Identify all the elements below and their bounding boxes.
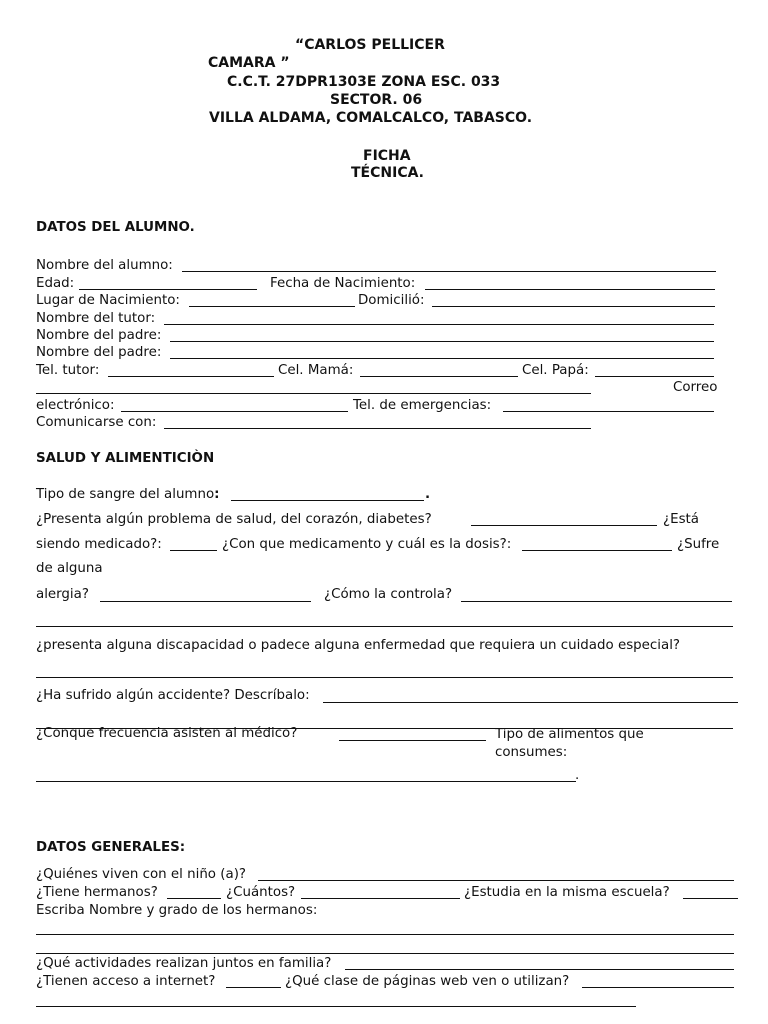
field-edad[interactable]	[79, 289, 257, 290]
label-tel-emergencias: Tel. de emergencias:	[353, 398, 492, 413]
field-tiene-hermanos[interactable]	[167, 898, 221, 899]
label-tiene-hermanos: ¿Tiene hermanos?	[36, 885, 158, 900]
label-accidente: ¿Ha sufrido algún accidente? Descríbalo:	[36, 688, 310, 703]
label-misma-escuela: ¿Estudia en la misma escuela?	[464, 885, 670, 900]
label-alergia: alergia?	[36, 587, 89, 602]
field-correo[interactable]	[121, 411, 348, 412]
field-paginas-web-continuation[interactable]	[36, 1006, 636, 1007]
label-nombre-padre-2: Nombre del padre:	[36, 345, 162, 360]
label-acceso-internet: ¿Tienen acceso a internet?	[36, 974, 216, 989]
field-hermanos-line1[interactable]	[36, 934, 734, 935]
label-nombre-tutor: Nombre del tutor:	[36, 311, 156, 326]
field-cel-mama[interactable]	[360, 376, 518, 377]
field-como-controla[interactable]	[461, 601, 732, 602]
field-paginas-web[interactable]	[582, 987, 734, 988]
field-nombre-alumno[interactable]	[182, 271, 716, 272]
label-cuantos: ¿Cuántos?	[226, 885, 296, 900]
doc-title-line1: FICHA	[363, 148, 411, 164]
label-nombre-alumno: Nombre del alumno:	[36, 258, 173, 273]
field-cel-papa-continuation[interactable]	[36, 393, 591, 394]
school-name-line1: “CARLOS PELLICER	[295, 37, 445, 53]
field-tipo-sangre[interactable]	[231, 500, 424, 501]
label-tel-tutor: Tel. tutor:	[36, 363, 100, 378]
label-domicilio: Domicilió:	[358, 293, 425, 308]
label-esta-medicado-1: ¿Está	[663, 512, 700, 527]
field-acceso-internet[interactable]	[226, 987, 281, 988]
field-misma-escuela[interactable]	[683, 898, 738, 899]
label-lugar-nacimiento: Lugar de Nacimiento:	[36, 293, 180, 308]
label-problema-salud: ¿Presenta algún problema de salud, del corazón, diabetes?	[36, 512, 432, 527]
sector-line: SECTOR. 06	[330, 92, 423, 108]
label-cel-mama: Cel. Mamá:	[278, 363, 354, 378]
field-como-controla-continuation[interactable]	[36, 626, 733, 627]
field-lugar-nacimiento[interactable]	[189, 306, 355, 307]
field-domicilio[interactable]	[432, 306, 715, 307]
field-hermanos-line2[interactable]	[36, 953, 734, 954]
section-heading-salud: SALUD Y ALIMENTICIÒN	[36, 451, 215, 466]
field-alergia[interactable]	[100, 601, 311, 602]
field-esta-medicado[interactable]	[170, 550, 217, 551]
cct-line: C.C.T. 27DPR1303E ZONA ESC. 033	[227, 74, 501, 90]
label-discapacidad: ¿presenta alguna discapacidad o padece alguna enfermedad que requiera un cuidado especial?	[36, 638, 681, 653]
field-problema-salud[interactable]	[471, 525, 657, 526]
label-actividades-familia: ¿Qué actividades realizan juntos en familia?	[36, 956, 332, 971]
label-sufre-alergia-2: de alguna	[36, 561, 103, 576]
field-nombre-padre-2[interactable]	[170, 358, 714, 359]
school-name-line2: CAMARA ”	[208, 55, 290, 71]
label-quienes-viven: ¿Quiénes viven con el niño (a)?	[36, 867, 247, 882]
field-tel-tutor[interactable]	[108, 376, 274, 377]
label-medicamento: ¿Con que medicamento y cuál es la dosis?:	[222, 537, 512, 552]
label-frecuencia-medico: ¿Conque frecuencia asisten al médico?	[36, 726, 298, 741]
field-fecha-nacimiento[interactable]	[425, 289, 715, 290]
label-paginas-web: ¿Qué clase de páginas web ven o utilizan?	[285, 974, 570, 989]
section-heading-datos-alumno: DATOS DEL ALUMNO.	[36, 220, 195, 235]
field-tel-emergencias[interactable]	[503, 411, 714, 412]
label-comunicarse: Comunicarse con:	[36, 415, 157, 430]
field-actividades-familia[interactable]	[345, 969, 734, 970]
doc-title-line2: TÉCNICA.	[351, 165, 425, 181]
label-nombre-padre-1: Nombre del padre:	[36, 328, 162, 343]
field-accidente[interactable]	[323, 702, 738, 703]
label-correo-line1: Correo	[673, 380, 718, 395]
field-cuantos[interactable]	[301, 898, 460, 899]
field-medicamento[interactable]	[522, 550, 672, 551]
label-sufre-alergia-1: ¿Sufre	[677, 537, 720, 552]
label-tipo-sangre: Tipo de sangre del alumno:	[36, 487, 220, 502]
location-line: VILLA ALDAMA, COMALCALCO, TABASCO.	[209, 110, 533, 126]
section-heading-datos-generales: DATOS GENERALES:	[36, 840, 186, 855]
field-frecuencia-medico[interactable]	[339, 740, 486, 741]
field-nombre-tutor[interactable]	[164, 324, 714, 325]
tipo-sangre-period: .	[425, 487, 431, 502]
field-quienes-viven[interactable]	[258, 880, 734, 881]
label-tipo-alimentos-1: Tipo de alimentos que	[495, 727, 644, 742]
tipo-sangre-colon: :	[214, 487, 220, 502]
label-edad: Edad:	[36, 276, 75, 291]
label-cel-papa: Cel. Papá:	[522, 363, 589, 378]
field-cel-papa[interactable]	[595, 376, 714, 377]
label-fecha-nacimiento: Fecha de Nacimiento:	[270, 276, 416, 291]
tipo-alimentos-period: .	[575, 768, 580, 783]
label-escriba-hermanos: Escriba Nombre y grado de los hermanos:	[36, 903, 318, 918]
label-como-controla: ¿Cómo la controla?	[324, 587, 453, 602]
label-tipo-alimentos-2: consumes:	[495, 745, 568, 760]
field-tipo-alimentos[interactable]	[36, 781, 576, 782]
field-nombre-padre-1[interactable]	[170, 341, 714, 342]
label-esta-medicado-2: siendo medicado?:	[36, 537, 162, 552]
label-correo-line2: electrónico:	[36, 398, 115, 413]
field-comunicarse[interactable]	[164, 428, 591, 429]
field-discapacidad[interactable]	[36, 677, 733, 678]
